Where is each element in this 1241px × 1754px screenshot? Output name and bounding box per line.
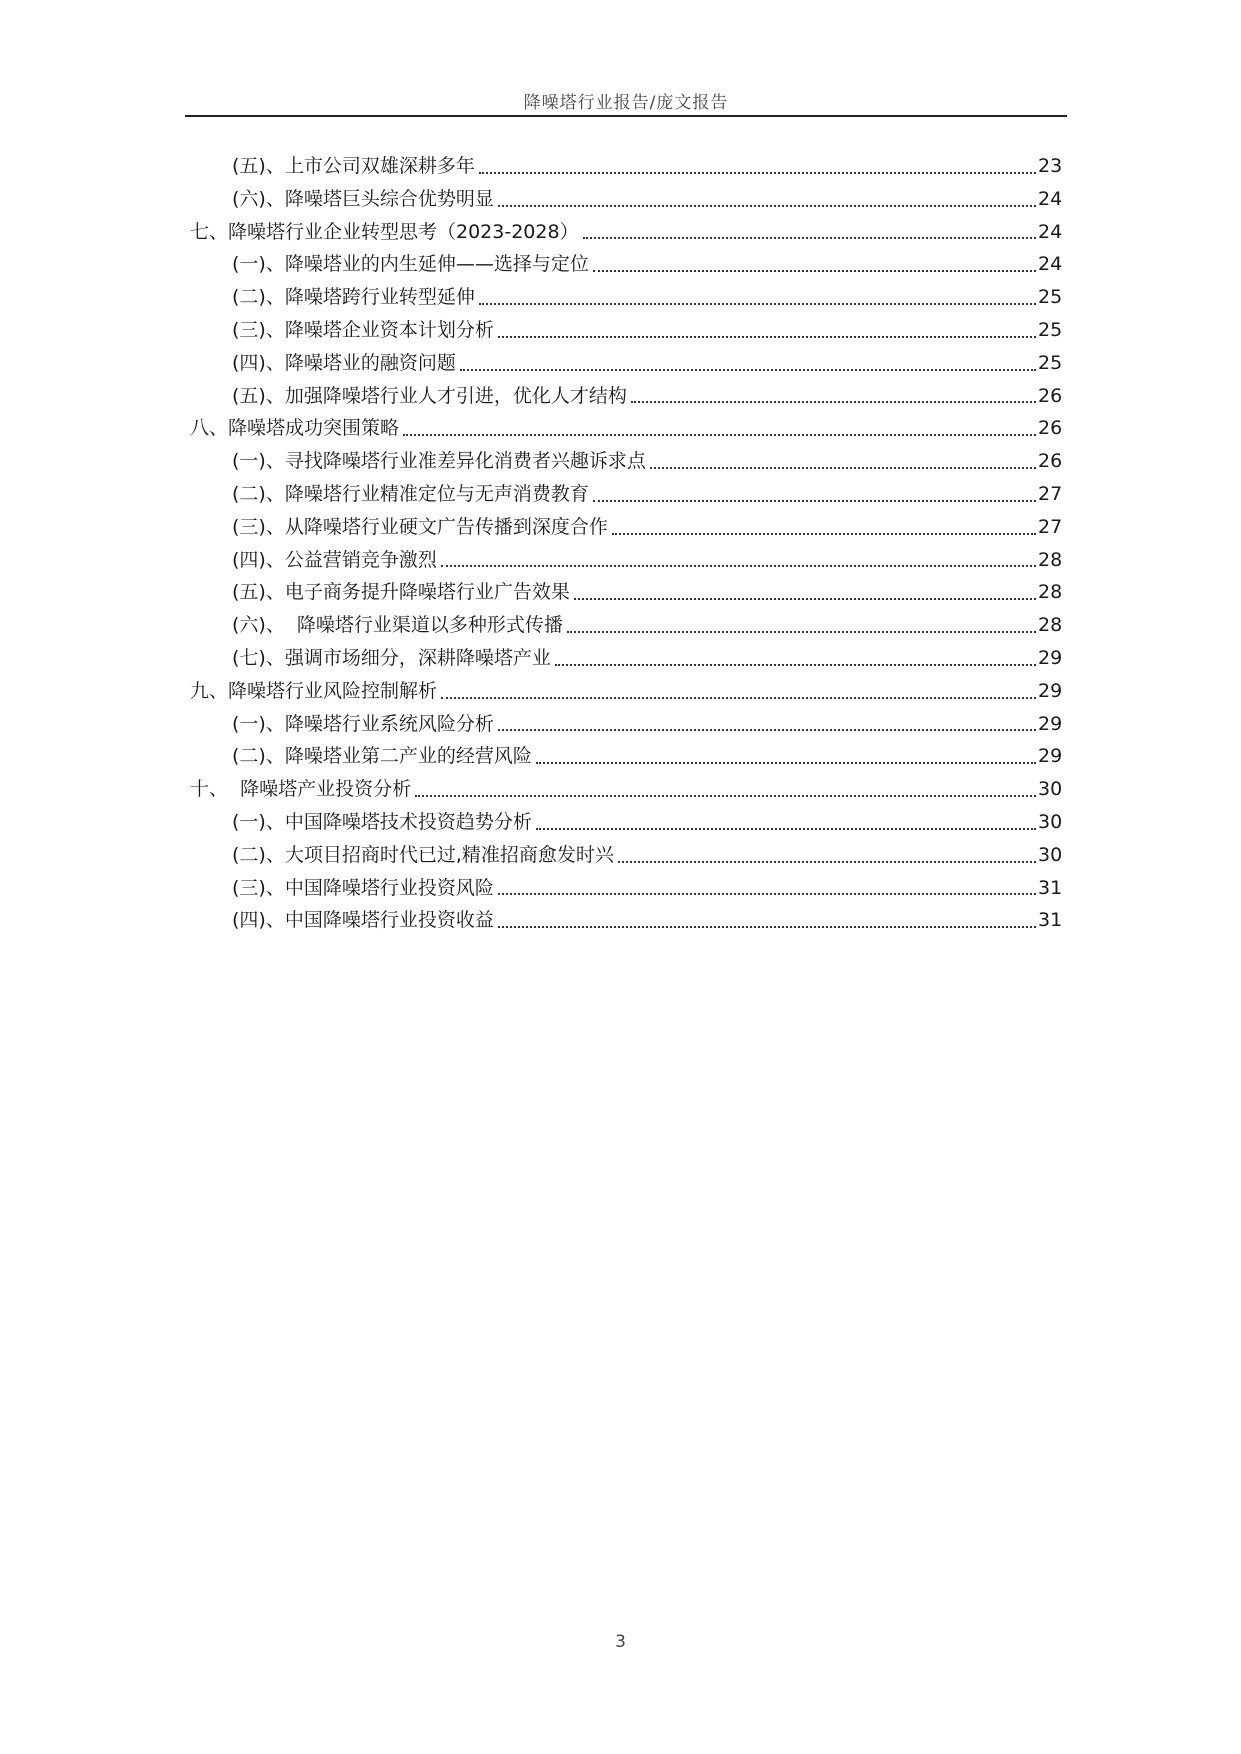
toc-entry-title: (二)、降噪塔业第二产业的经营风险	[232, 745, 532, 768]
page-number: 3	[615, 1632, 626, 1652]
toc-entry[interactable]	[190, 806, 1062, 839]
toc-dot-leader	[498, 893, 1036, 895]
toc-entry-page: 26	[1038, 417, 1063, 440]
toc-dot-leader	[593, 270, 1036, 272]
toc-entry-page: 25	[1038, 286, 1063, 309]
toc-entry-page: 30	[1038, 778, 1063, 801]
toc-dot-leader	[536, 762, 1036, 764]
toc-entry[interactable]	[190, 544, 1062, 577]
toc-entry-page: 25	[1038, 351, 1063, 374]
toc-entry-page: 24	[1038, 187, 1063, 210]
toc-entry-title: (五)、电子商务提升降噪塔行业广告效果	[232, 581, 570, 604]
toc-entry-title: (二)、大项目招商时代已过,精准招商愈发时兴	[232, 843, 614, 866]
toc-entry-page: 24	[1038, 220, 1063, 243]
toc-entry-page: 25	[1038, 318, 1063, 341]
table-of-contents	[190, 150, 1062, 937]
toc-dot-leader	[650, 467, 1036, 469]
toc-entry[interactable]	[190, 281, 1062, 314]
toc-entry[interactable]	[190, 216, 1062, 249]
toc-entry-title: (三)、中国降噪塔行业投资风险	[232, 876, 494, 899]
toc-entry-title: (四)、中国降噪塔行业投资收益	[232, 909, 494, 932]
toc-entry[interactable]	[190, 150, 1062, 183]
toc-entry-page: 27	[1038, 515, 1063, 538]
toc-entry-title: (三)、降噪塔企业资本计划分析	[232, 318, 494, 341]
toc-dot-leader	[498, 729, 1036, 731]
toc-entry[interactable]	[190, 478, 1062, 511]
toc-entry-page: 28	[1038, 581, 1063, 604]
toc-entry[interactable]	[190, 380, 1062, 413]
toc-entry[interactable]	[190, 773, 1062, 806]
toc-dot-leader	[536, 828, 1036, 830]
toc-entry-page: 30	[1038, 810, 1063, 833]
toc-entry[interactable]	[190, 576, 1062, 609]
toc-entry[interactable]	[190, 609, 1062, 642]
toc-entry-page: 29	[1038, 679, 1063, 702]
toc-entry-page: 24	[1038, 253, 1063, 276]
toc-entry-page: 28	[1038, 614, 1063, 637]
toc-entry-title: (四)、降噪塔业的融资问题	[232, 351, 456, 374]
toc-entry-title: (四)、公益营销竞争激烈	[232, 548, 437, 571]
toc-dot-leader	[567, 631, 1036, 633]
toc-entry-page: 31	[1038, 876, 1063, 899]
toc-entry[interactable]	[190, 872, 1062, 905]
toc-dot-leader	[631, 401, 1036, 403]
toc-entry[interactable]	[190, 904, 1062, 937]
toc-dot-leader	[498, 926, 1036, 928]
toc-entry[interactable]	[190, 839, 1062, 872]
toc-dot-leader	[403, 434, 1036, 436]
toc-entry-title: 八、降噪塔成功突围策略	[190, 417, 400, 440]
page-header: 降噪塔行业报告/庞文报告	[523, 93, 729, 113]
toc-entry-title: (五)、加强降噪塔行业人才引进，优化人才结构	[232, 384, 627, 407]
toc-entry-page: 28	[1038, 548, 1063, 571]
toc-entry-title: (六)、 降噪塔行业渠道以多种形式传播	[232, 614, 563, 637]
toc-entry[interactable]	[190, 347, 1062, 380]
toc-entry-title: (七)、强调市场细分，深耕降噪塔产业	[232, 646, 551, 669]
toc-entry-page: 29	[1038, 712, 1063, 735]
toc-entry[interactable]	[190, 740, 1062, 773]
toc-entry[interactable]	[190, 642, 1062, 675]
toc-entry-page: 26	[1038, 450, 1063, 473]
toc-entry-title: (二)、降噪塔行业精准定位与无声消费教育	[232, 482, 589, 505]
toc-dot-leader	[612, 533, 1036, 535]
toc-entry-page: 29	[1038, 646, 1063, 669]
toc-entry-title: (六)、降噪塔巨头综合优势明显	[232, 187, 494, 210]
toc-dot-leader	[441, 565, 1036, 567]
toc-dot-leader	[498, 336, 1036, 338]
toc-entry-title: (一)、寻找降噪塔行业准差异化消费者兴趣诉求点	[232, 450, 646, 473]
toc-entry[interactable]	[190, 183, 1062, 216]
toc-entry-page: 29	[1038, 745, 1063, 768]
toc-entry-title: 七、降噪塔行业企业转型思考（2023-2028）	[190, 220, 579, 243]
toc-entry[interactable]	[190, 511, 1062, 544]
toc-entry[interactable]	[190, 412, 1062, 445]
toc-entry[interactable]	[190, 314, 1062, 347]
toc-entry-page: 27	[1038, 482, 1063, 505]
toc-dot-leader	[441, 697, 1036, 699]
toc-dot-leader	[574, 598, 1036, 600]
toc-dot-leader	[618, 861, 1036, 863]
toc-dot-leader	[479, 172, 1036, 174]
toc-entry-title: (一)、降噪塔业的内生延伸——选择与定位	[232, 253, 589, 276]
toc-entry-title: (五)、上市公司双雄深耕多年	[232, 155, 475, 177]
toc-dot-leader	[583, 237, 1036, 239]
header-divider	[185, 115, 1067, 117]
toc-dot-leader	[460, 369, 1036, 371]
toc-entry-title: (一)、降噪塔行业系统风险分析	[232, 712, 494, 735]
toc-entry[interactable]	[190, 445, 1062, 478]
toc-dot-leader	[415, 795, 1036, 797]
toc-entry-title: 十、 降噪塔产业投资分析	[190, 778, 412, 801]
toc-entry-page: 23	[1038, 155, 1063, 177]
toc-dot-leader	[555, 664, 1036, 666]
toc-dot-leader	[498, 205, 1036, 207]
toc-dot-leader	[593, 500, 1036, 502]
toc-entry-page: 31	[1038, 909, 1063, 932]
toc-entry-title: (二)、降噪塔跨行业转型延伸	[232, 286, 475, 309]
toc-entry[interactable]	[190, 708, 1062, 741]
toc-entry-page: 26	[1038, 384, 1063, 407]
toc-entry-title: (三)、从降噪塔行业硬文广告传播到深度合作	[232, 515, 608, 538]
toc-entry[interactable]	[190, 248, 1062, 281]
toc-entry-title: 九、降噪塔行业风险控制解析	[190, 679, 438, 702]
toc-entry[interactable]	[190, 675, 1062, 708]
toc-dot-leader	[479, 303, 1036, 305]
toc-entry-title: (一)、中国降噪塔技术投资趋势分析	[232, 810, 532, 833]
toc-entry-page: 30	[1038, 843, 1063, 866]
